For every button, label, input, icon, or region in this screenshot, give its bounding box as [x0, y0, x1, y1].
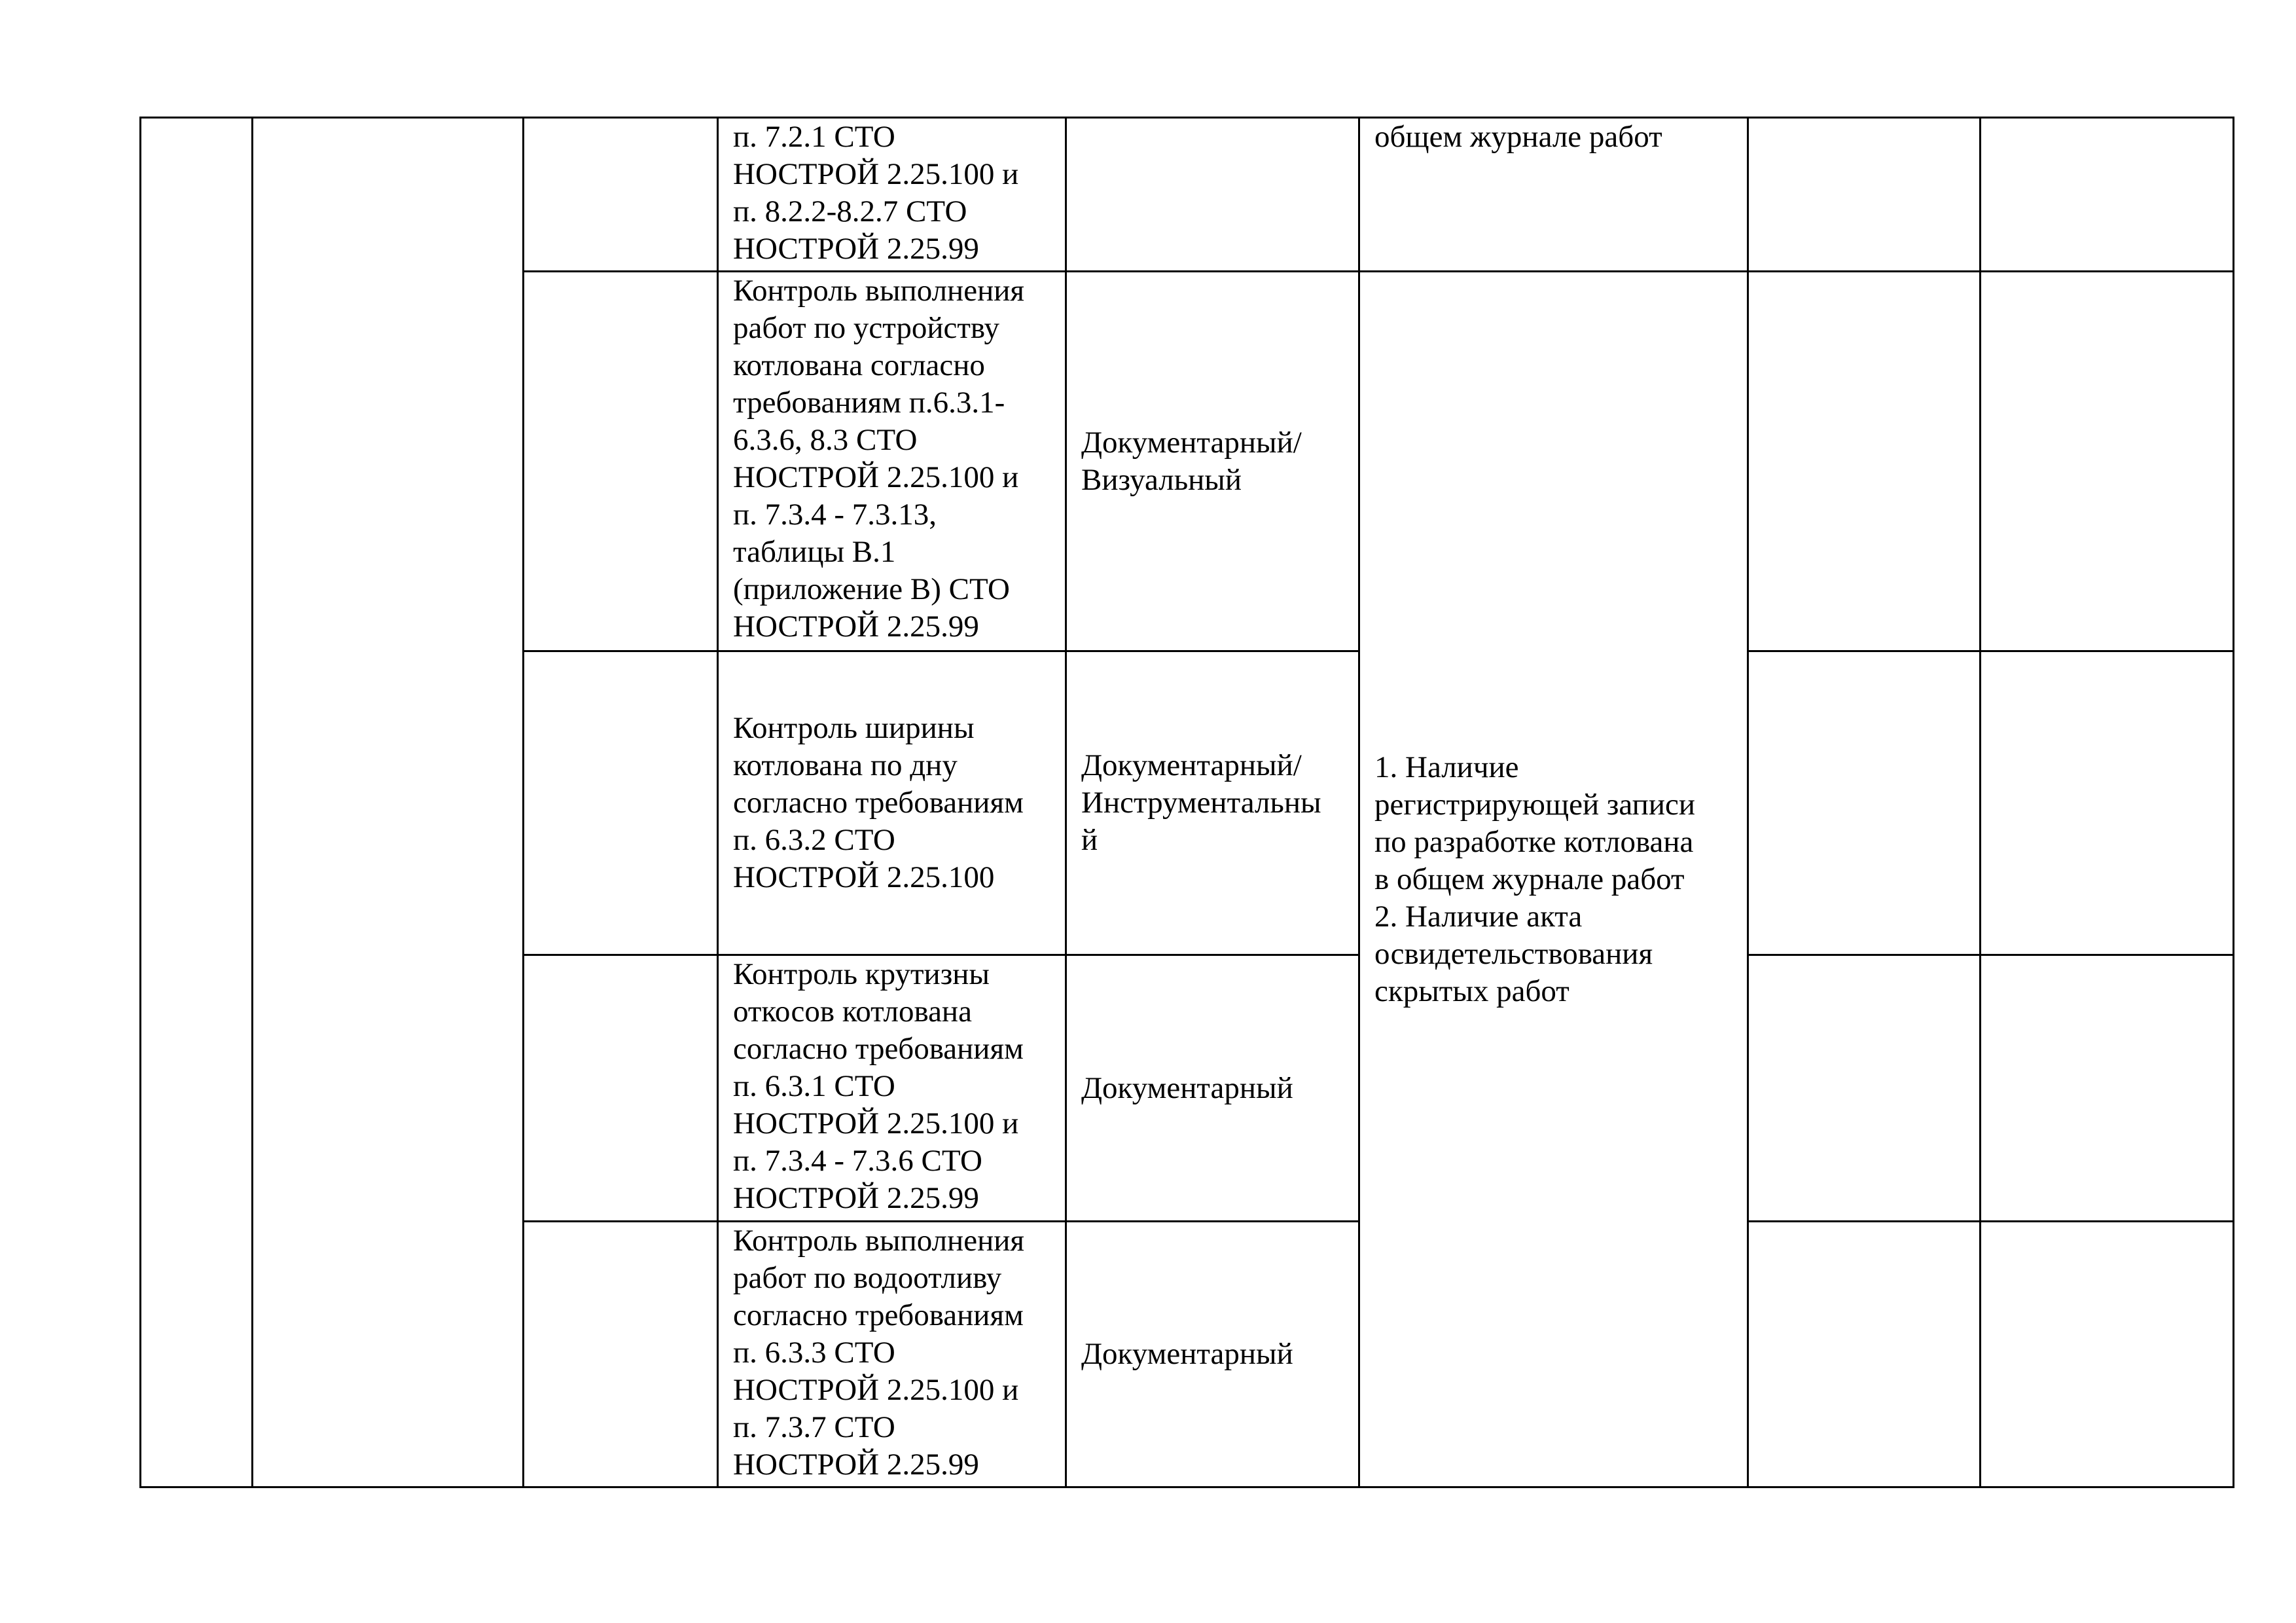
table-row [141, 118, 2234, 272]
table-cell-method: Документарный [1066, 1222, 1359, 1487]
table-cell-evidence: общем журнале работ [1359, 118, 1748, 272]
table-cell-requirement: Контроль выполнения работ по водоотливу согласно требованиям п. 6.3.3 СТО НОСТРОЙ 2.25.100 и п. 7.3.7 СТО НОСТРОЙ 2.25.99 [718, 1222, 1066, 1487]
table-cell-note [1981, 272, 2234, 651]
table-cell-result [1748, 651, 1981, 955]
table-cell-method: Документарный/ Визуальный [1066, 272, 1359, 651]
table-cell-code [524, 1222, 718, 1487]
table-cell-requirement: Контроль ширины котлована по дну согласно требованиям п. 6.3.2 СТО НОСТРОЙ 2.25.100 [718, 651, 1066, 955]
table-cell-code [524, 272, 718, 651]
table-cell-evidence-merged: 1. Наличие регистрирующей записи по разработке котлована в общем журнале работ 2. Наличие акта освидетельствования скрытых работ [1359, 272, 1748, 1487]
table-cell-method: Документарный/ Инструментальны й [1066, 651, 1359, 955]
table-cell-stage [253, 118, 524, 1487]
table-cell-result [1748, 1222, 1981, 1487]
table-cell-number [141, 118, 253, 1487]
table-cell-code [524, 651, 718, 955]
table-cell-result [1748, 118, 1981, 272]
table-cell-result [1748, 272, 1981, 651]
control-table [139, 117, 2234, 1488]
table-cell-requirement: п. 7.2.1 СТО НОСТРОЙ 2.25.100 и п. 8.2.2-8.2.7 СТО НОСТРОЙ 2.25.99 [718, 118, 1066, 272]
table-cell-note [1981, 1222, 2234, 1487]
table-cell-note [1981, 955, 2234, 1222]
table-cell-code [524, 118, 718, 272]
table-cell-code [524, 955, 718, 1222]
table-cell-method: Документарный [1066, 955, 1359, 1222]
table-cell-note [1981, 651, 2234, 955]
table-cell-note [1981, 118, 2234, 272]
table-cell-method [1066, 118, 1359, 272]
table-cell-result [1748, 955, 1981, 1222]
table-cell-requirement: Контроль крутизны откосов котлована согласно требованиям п. 6.3.1 СТО НОСТРОЙ 2.25.100 и п. 7.3.4 - 7.3.6 СТО НОСТРОЙ 2.25.99 [718, 955, 1066, 1222]
table-cell-requirement: Контроль выполнения работ по устройству котлована согласно требованиям п.6.3.1- 6.3.6, 8.3 СТО НОСТРОЙ 2.25.100 и п. 7.3.4 - 7.3.13, таблицы В.1 (приложение В) СТО НОСТРОЙ 2.25.99 [718, 272, 1066, 651]
